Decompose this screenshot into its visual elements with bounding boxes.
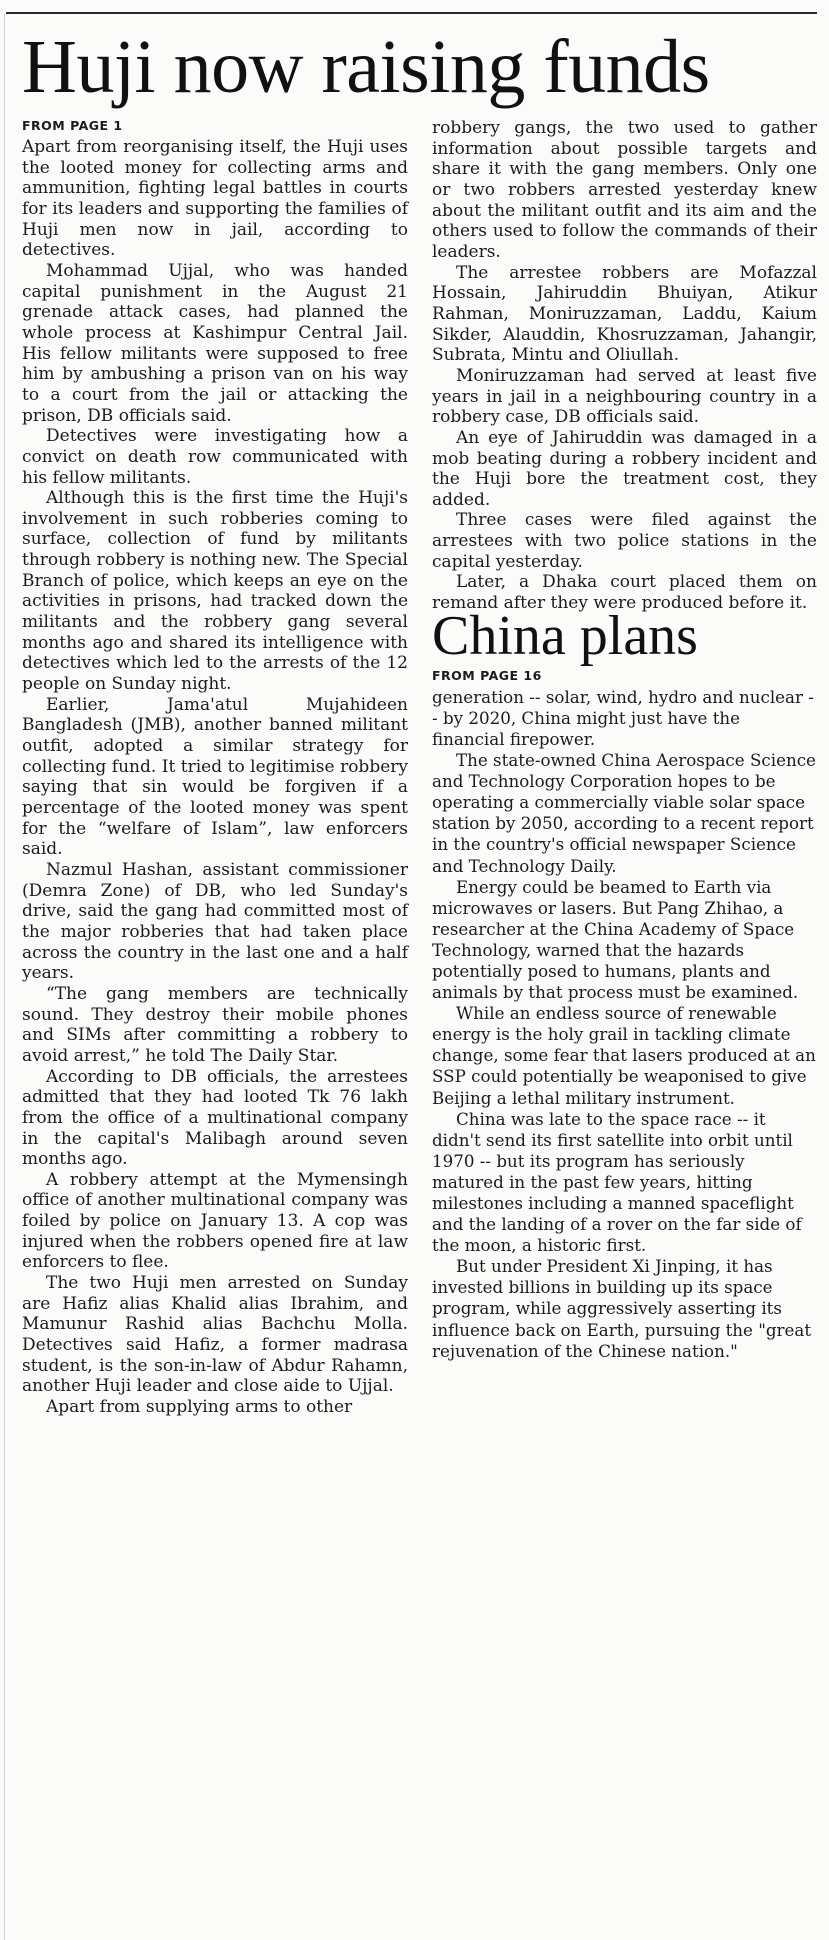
paragraph: robbery gangs, the two used to gather information about possible targets and share it with the gang members. Only one or two robbers arrested yesterday knew about the militant outfit and its aim and the others used to follow the commands of their leaders. — [432, 118, 817, 262]
china-headline: China plans — [432, 604, 698, 667]
jump-kicker: FROM PAGE 1 — [22, 118, 123, 133]
article-headline: Huji now raising funds — [22, 25, 710, 109]
china-article — [432, 606, 817, 1362]
paragraph: generation -- solar, wind, hydro and nuclear -- by 2020, China might just have the financial firepower. — [432, 686, 814, 749]
paragraph: Apart from reorganising itself, the Huji uses the looted money for collecting arms and ammunition, fighting legal battles in courts for its leaders and supporting the families of Huji men now in jail, according to detectives. — [22, 137, 408, 261]
china-jump-kicker: FROM PAGE 16 — [432, 667, 542, 683]
paragraph: Moniruzzaman had served at least five years in jail in a neighbouring country in a robbery case, DB officials said. — [432, 365, 817, 428]
paragraph: Three cases were filed against the arrestees with two police stations in the capital yesterday. — [432, 510, 817, 572]
paragraph: While an endless source of renewable energy is the holy grail in tackling climate change, some fear that lasers produced at an SSP could potentially be weaponised to give Beijing a lethal military instrument. — [432, 1003, 816, 1108]
paragraph: The two Huji men arrested on Sunday are Hafiz alias Khalid alias Ibrahim, and Mamunur Rashid alias Bachchu Molla. Detectives said Hafiz, a former madrasa student, is the son-in-law of Abdur Rahamn, another Huji leader and close aide to Ujjal. — [22, 1273, 408, 1397]
paragraph: Mohammad Ujjal, who was handed capital punishment in the August 21 grenade attack cases, had planned the whole process at Kashimpur Central Jail. His fellow militants were supposed to free him by ambushing a prison van on his way to a court from the jail or attacking the prison, DB officials said. — [22, 260, 408, 426]
paragraph: Nazmul Hashan, assistant commissioner (Demra Zone) of DB, who led Sunday's drive, said the gang had committed most of the major robberies that had taken place across the country in the last one and a half years. — [22, 859, 408, 984]
paragraph: The state-owned China Aerospace Science and Technology Corporation hopes to be operating a commercially viable solar space station by 2050, according to a recent report in the country's official newspaper Science and Technology Daily. — [432, 750, 816, 876]
paragraph: China was late to the space race -- it didn't send its first satellite into orbit until 1970 -- but its program has seriously matured in the past few years, hitting milestones including a manned spaceflight and the landing of a rover on the far side of the moon, a historic first. — [432, 1108, 802, 1256]
paragraph: The arrestee robbers are Mofazzal Hossain, Jahiruddin Bhuiyan, Atikur Rahman, Moniruzzaman, Laddu, Kaium Sikder, Alauddin, Khosruzzaman, Jahangir, Subrata, Mintu and Oliullah. — [432, 262, 817, 366]
paragraph: According to DB officials, the arrestees admitted that they had looted Tk 76 lakh from the office of a multinational company in the capital's Malibagh around seven months ago. — [22, 1066, 408, 1170]
paragraph: But under President Xi Jinping, it has invested billions in building up its space program, while aggressively asserting its influence back on Earth, pursuing the "great rejuvenation of the Chinese nation." — [432, 1256, 812, 1361]
paragraph: Apart from supplying arms to other — [46, 1397, 353, 1418]
left-column — [22, 118, 408, 1418]
right-column — [432, 118, 817, 1362]
paragraph: Earlier, Jama'atul Mujahideen Bangladesh (JMB), another banned militant outfit, adopted a similar strategy for collecting fund. It tried to legitimise robbery saying that sin would be forgiven if a percentage of the looted money was spent for the “welfare of Islam”, law enforcers said. — [22, 694, 408, 860]
paragraph: Later, a Dhaka court placed them on remand after they were produced before it. — [432, 572, 817, 614]
paragraph: Detectives were investigating how a convict on death row communicated with his fellow militants. — [22, 426, 408, 488]
paragraph: Energy could be beamed to Earth via microwaves or lasers. But Pang Zhihao, a researcher at the China Academy of Space Technology, warned that the hazards potentially posed to humans, plants and animals by that process must be examined. — [432, 876, 799, 1003]
top-rule — [6, 12, 817, 14]
paragraph: Although this is the first time the Huji's involvement in such robberies coming to surface, collection of fund by militants through robbery is nothing new. The Special Branch of police, which keeps an eye on the activities in prisons, had tracked down the militants and the robbery gang several months ago and shared its intelligence with detectives which led to the arrests of the 12 people on Sunday night. — [22, 488, 408, 695]
paragraph: A robbery attempt at the Mymensingh office of another multinational company was foiled by police on January 13. A cop was injured when the robbers opened fire at law enforcers to flee. — [22, 1169, 408, 1273]
paragraph: An eye of Jahiruddin was damaged in a mob beating during a robbery incident and the Huji bore the treatment cost, they added. — [432, 427, 817, 510]
page-edge-rule — [4, 14, 5, 1940]
paragraph: “The gang members are technically sound. They destroy their mobile phones and SIMs after committing a robbery to avoid arrest,” he told The Daily Star. — [22, 983, 408, 1066]
